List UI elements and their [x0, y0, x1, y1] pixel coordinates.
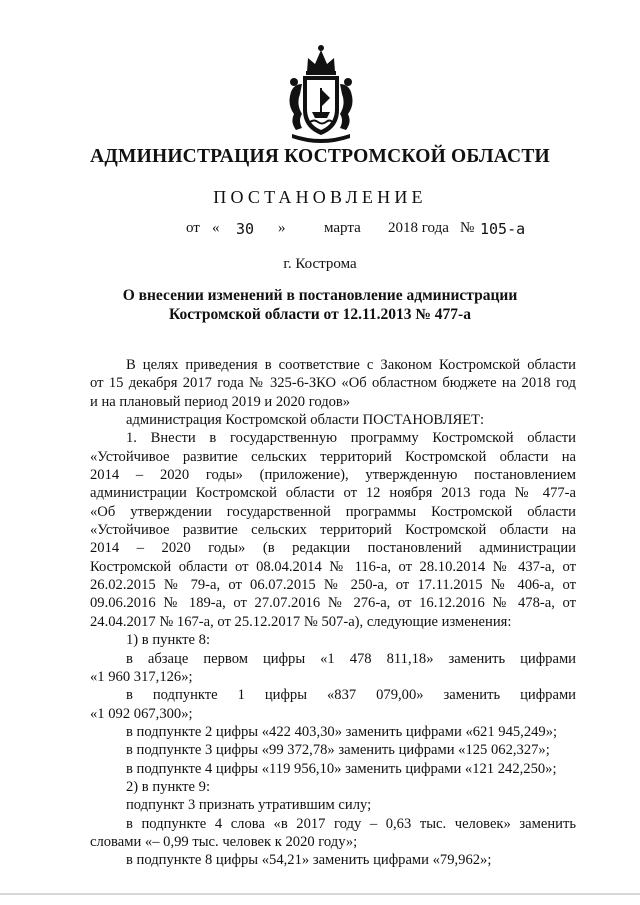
body-line: администрация Костромской области ПОСТАНОВЛЯЕТ: — [126, 412, 485, 429]
body-line: в подпункте 1 цифры «837 079,00» заменить цифрами — [126, 687, 576, 704]
body-line: 1. Внести в государственную программу Костромской области — [126, 430, 576, 447]
body-line: «1 092 067,300»; — [90, 705, 193, 722]
subject-line: О внесении изменений в постановление администрации — [122, 287, 518, 304]
body-line: 2) в пункте 9: — [126, 778, 211, 795]
body-line: 2014 – 2020 годы» (приложение), утвержденную постановлением — [90, 467, 576, 484]
coat-of-arms-icon — [284, 42, 358, 148]
body-line: 09.06.2016 № 189-а, от 27.07.2016 № 276-а, от 16.12.2016 № 478-а, от — [90, 595, 576, 612]
body-line: от 15 декабря 2017 года № 325-6-ЗКО «Об областном бюджете на 2018 год — [90, 375, 576, 392]
subject-line: Костромской области от 12.11.2013 № 477-а — [169, 306, 471, 323]
date-year: 2018 года — [388, 220, 449, 236]
date-prefix: от — [186, 220, 200, 236]
body-line: 1) в пункте 8: — [126, 632, 211, 649]
body-line: «Об утверждении государственной программы Костромской области — [90, 503, 576, 520]
body-line: и на плановый период 2019 и 2020 годов» — [90, 393, 351, 410]
number-sign: № — [460, 220, 475, 236]
body-line: 26.02.2015 № 79-а, от 06.07.2015 № 250-а, от 17.11.2015 № 406-а, от — [90, 577, 576, 594]
date-month: марта — [324, 220, 361, 236]
body-line: в подпункте 4 слова «в 2017 году – 0,63 тыс. человек» заменить — [126, 815, 576, 832]
body-line: «Устойчивое развитие сельских территорий Костромской области на — [90, 448, 576, 465]
scan-edge-divider — [0, 893, 640, 895]
body-line: В целях приведения в соответствие с Законом Костромской области — [126, 357, 576, 373]
quote-open: « — [212, 220, 220, 236]
body-line: «1 960 317,126»; — [90, 668, 193, 685]
date-day: 30 — [236, 220, 255, 238]
body-line: словами «– 0,99 тыс. человек к 2020 году»; — [90, 833, 358, 850]
body-line: 2014 – 2020 годы» (в редакции постановлений администрации — [90, 540, 576, 557]
document-subject — [0, 286, 640, 324]
body-line: «Устойчивое развитие сельских территорий Костромской области на — [90, 522, 576, 539]
quote-close: » — [278, 220, 286, 236]
date-number-line — [0, 220, 640, 242]
body-line: в абзаце первом цифры «1 478 811,18» заменить цифрами — [126, 650, 576, 667]
document-type: ПОСТАНОВЛЕНИЕ — [213, 187, 427, 207]
body-line: в подпункте 2 цифры «422 403,30» заменить цифрами «621 945,249»; — [126, 723, 558, 740]
body-line: 24.04.2017 № 167-а, от 25.12.2017 № 507-а), следующие изменения: — [90, 613, 512, 630]
body-line: в подпункте 8 цифры «54,21» заменить цифрами «79,962»; — [126, 852, 492, 869]
body-line: подпункт 3 признать утратившим силу; — [126, 797, 372, 814]
body-line: в подпункте 3 цифры «99 372,78» заменить цифрами «125 062,327»; — [126, 742, 550, 759]
city-line: г. Кострома — [283, 256, 357, 272]
body-line: Костромской области от 08.04.2014 № 116-а, от 28.10.2014 № 437-а, от — [90, 558, 576, 575]
document-body — [90, 356, 576, 870]
body-line: в подпункте 4 цифры «119 956,10» заменить цифрами «121 242,250»; — [126, 760, 557, 777]
organization-title: АДМИНИСТРАЦИЯ КОСТРОМСКОЙ ОБЛАСТИ — [90, 146, 550, 167]
document-number: 105-а — [480, 220, 526, 238]
body-line: администрации Костромской области от 12 ноября 2013 года № 477-а — [90, 485, 576, 502]
